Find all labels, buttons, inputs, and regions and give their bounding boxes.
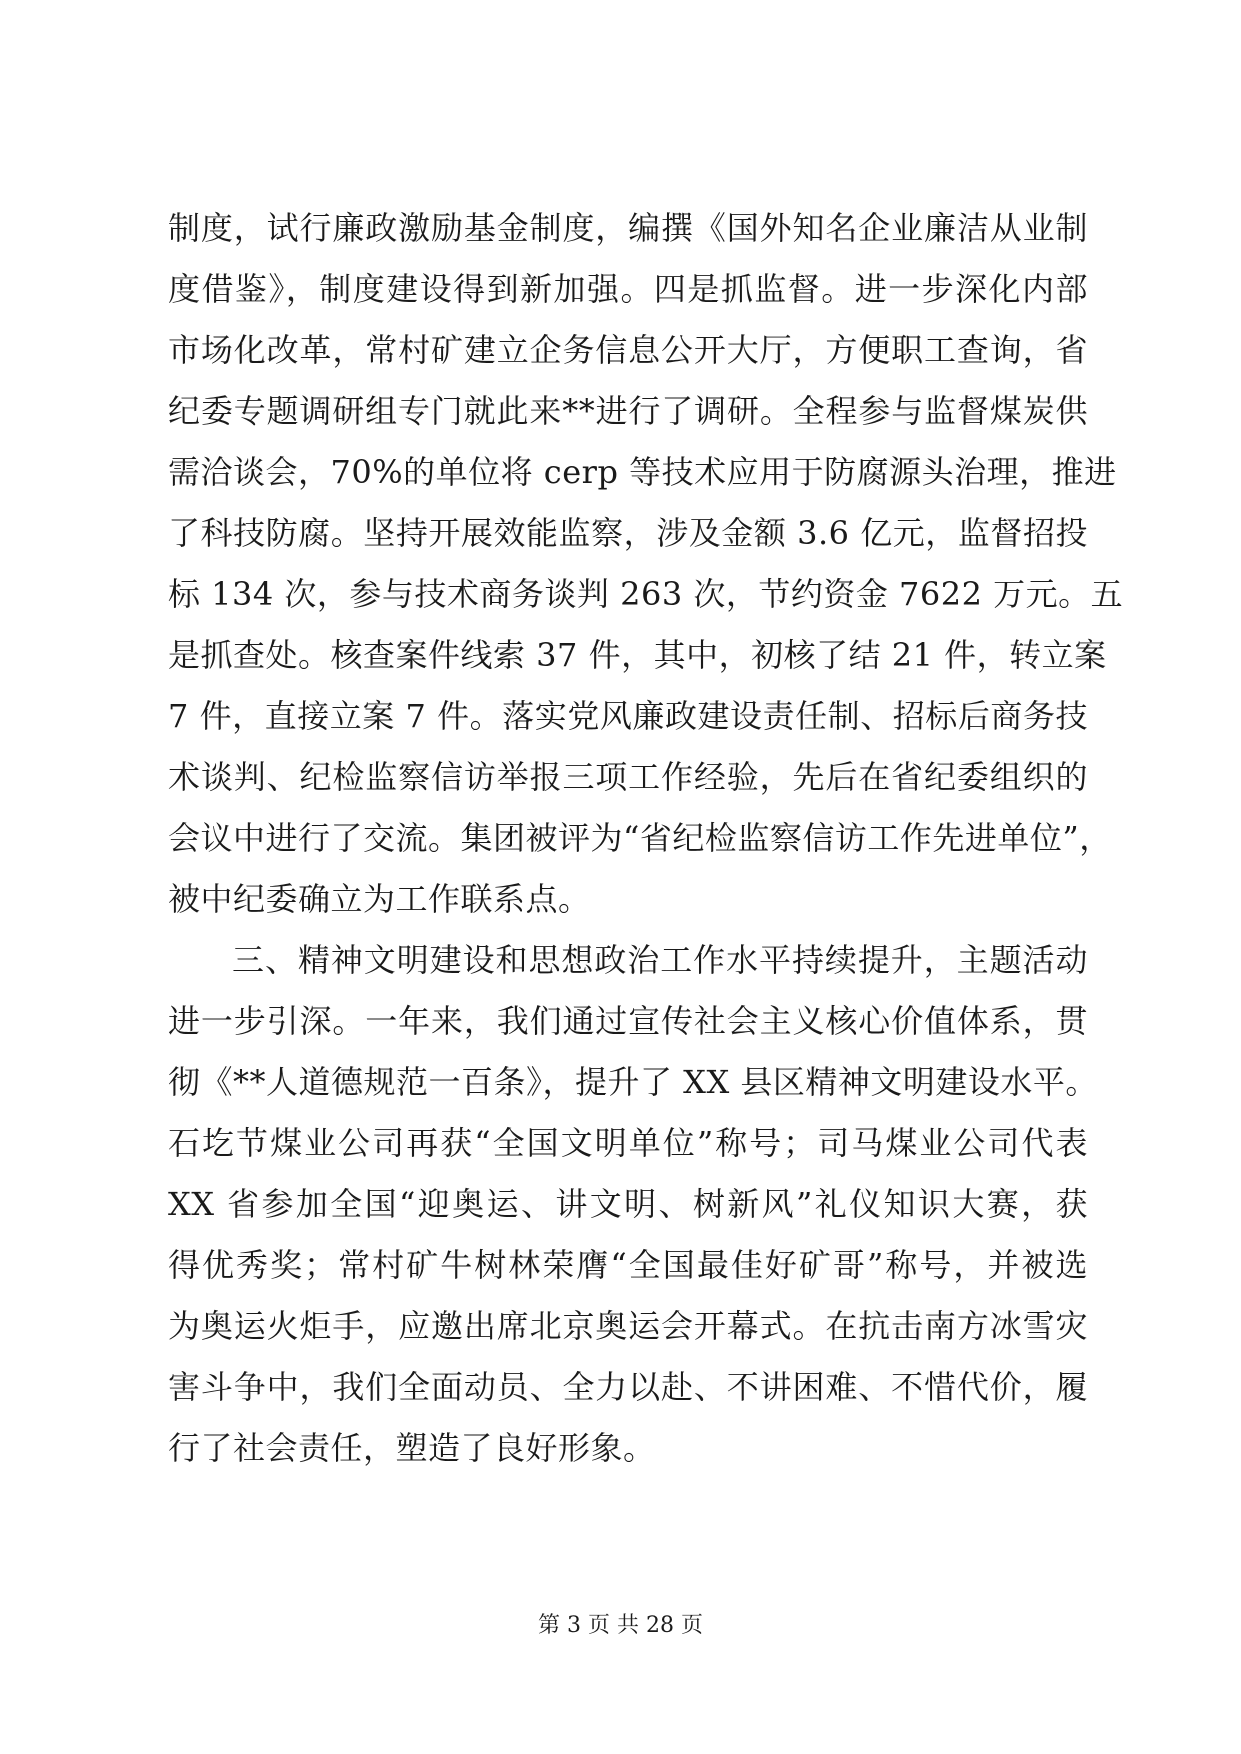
text-line: 石圪节煤业公司再获“全国文明单位”称号；司马煤业公司代表 <box>168 1124 1088 1162</box>
paragraph-1 <box>168 198 1124 930</box>
text-line: 是抓查处。核查案件线索 37 件，其中，初核了结 21 件，转立案 <box>168 636 1107 674</box>
text-line: 市场化改革，常村矿建立企务信息公开大厅，方便职工查询，省 <box>168 331 1088 369</box>
page-footer <box>0 1608 1241 1639</box>
text-line: XX 省参加全国“迎奥运、讲文明、树新风”礼仪知识大赛，获 <box>168 1185 1088 1223</box>
text-line: 行了社会责任，塑造了良好形象。 <box>168 1429 656 1467</box>
text-line: 彻《**人道德规范一百条》，提升了 XX 县区精神文明建设水平。 <box>168 1063 1098 1101</box>
text-line: 为奥运火炬手，应邀出席北京奥运会开幕式。在抗击南方冰雪灾 <box>168 1307 1088 1345</box>
text-line: 度借鉴》，制度建设得到新加强。四是抓监督。进一步深化内部 <box>168 270 1088 308</box>
text-line: 了科技防腐。坚持开展效能监察，涉及金额 3.6 亿元，监督招投 <box>168 514 1088 552</box>
text-line: 术谈判、纪检监察信访举报三项工作经验，先后在省纪委组织的 <box>168 758 1088 796</box>
text-line: 需洽谈会，70%的单位将 cerp 等技术应用于防腐源头治理，推进 <box>168 453 1117 491</box>
text-line: 得优秀奖；常村矿牛树林荣膺“全国最佳好矿哥”称号，并被选 <box>168 1246 1088 1284</box>
document-body <box>168 198 1124 1479</box>
text-line: 标 134 次，参与技术商务谈判 263 次，节约资金 7622 万元。五 <box>168 575 1124 613</box>
text-line: 制度，试行廉政激励基金制度，编撰《国外知名企业廉洁从业制 <box>168 209 1088 247</box>
text-line: 三、精神文明建设和思想政治工作水平持续提升，主题活动 <box>232 941 1088 979</box>
text-line: 纪委专题调研组专门就此来**进行了调研。全程参与监督煤炭供 <box>168 392 1088 430</box>
text-line: 害斗争中，我们全面动员、全力以赴、不讲困难、不惜代价，履 <box>168 1368 1088 1406</box>
text-line: 7 件，直接立案 7 件。落实党风廉政建设责任制、招标后商务技 <box>168 697 1088 735</box>
text-line: 会议中进行了交流。集团被评为“省纪检监察信访工作先进单位”， <box>168 819 1112 857</box>
page-number: 第 3 页 共 28 页 <box>538 1613 703 1638</box>
paragraph-2 <box>168 930 1098 1479</box>
text-line: 被中纪委确立为工作联系点。 <box>168 880 591 918</box>
text-line: 进一步引深。一年来，我们通过宣传社会主义核心价值体系，贯 <box>168 1002 1088 1040</box>
